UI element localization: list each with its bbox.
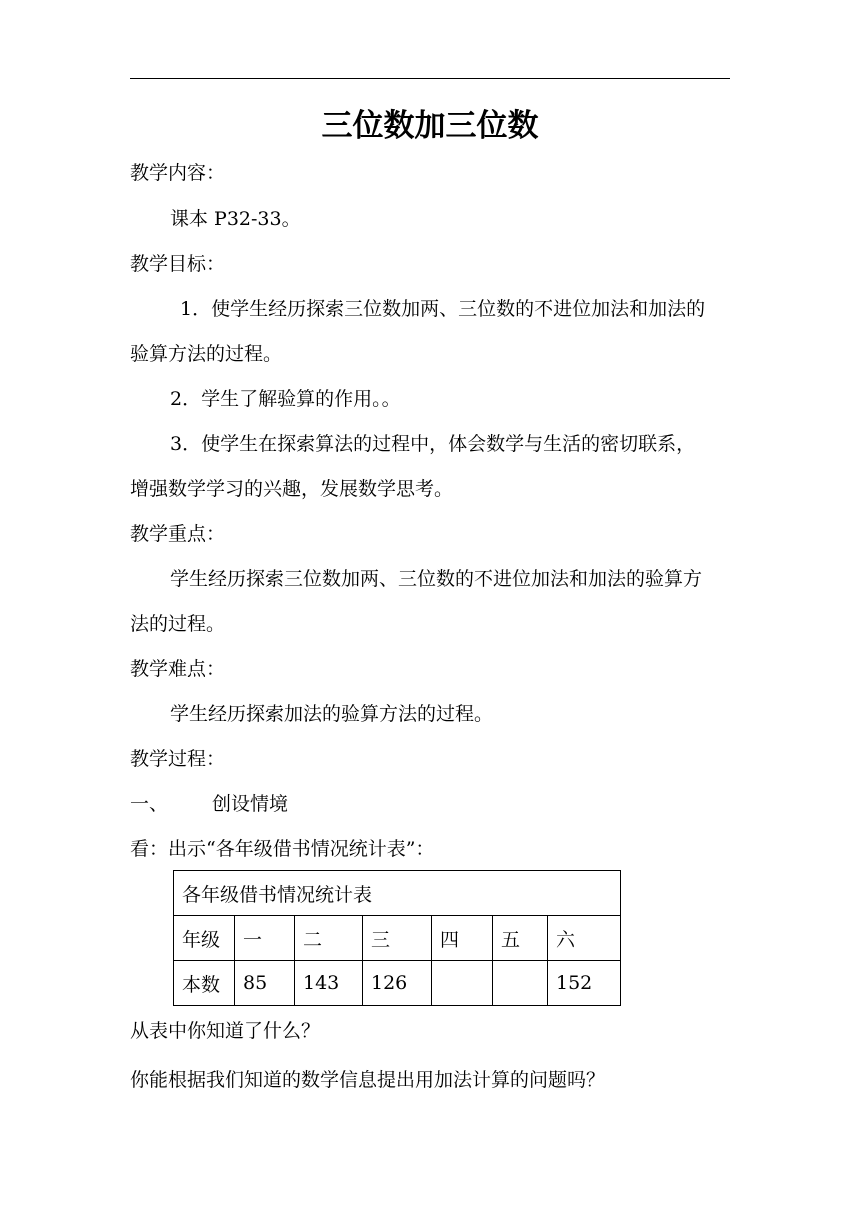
table-intro: 看：出示“各年级借书情况统计表”： bbox=[130, 838, 435, 860]
header-rule bbox=[130, 78, 730, 79]
grade-cell: 三 bbox=[363, 916, 432, 961]
goal-3-line-1: 3．使学生在探索算法的过程中，体会数学与生活的密切联系， bbox=[170, 433, 696, 455]
table-header-row bbox=[174, 916, 621, 961]
question-1: 从表中你知道了什么？ bbox=[130, 1020, 321, 1042]
borrowing-stats-table bbox=[173, 870, 621, 1006]
grade-header-cell: 年级 bbox=[174, 916, 235, 961]
grade-cell: 一 bbox=[235, 916, 295, 961]
key-points-line-1: 学生经历探索三位数加两、三位数的不进位加法和加法的验算方 bbox=[170, 568, 703, 590]
label-teaching-process: 教学过程： bbox=[130, 748, 226, 770]
count-cell: 126 bbox=[363, 961, 432, 1006]
count-cell bbox=[493, 961, 548, 1006]
key-points-line-2: 法的过程。 bbox=[130, 613, 226, 635]
grade-cell: 五 bbox=[493, 916, 548, 961]
count-cell bbox=[432, 961, 493, 1006]
section-title: 创设情境 bbox=[212, 793, 289, 815]
table-caption-row bbox=[174, 871, 621, 916]
question-2: 你能根据我们知道的数学信息提出用加法计算的问题吗？ bbox=[130, 1069, 606, 1091]
count-cell: 143 bbox=[295, 961, 363, 1006]
goal-3-line-2: 增强数学学习的兴趣，发展数学思考。 bbox=[130, 478, 454, 500]
label-difficulties: 教学难点： bbox=[130, 658, 226, 680]
section-number: 一、 bbox=[130, 793, 169, 815]
goal-2: 2．学生了解验算的作用。。 bbox=[170, 388, 401, 410]
count-header-cell: 本数 bbox=[174, 961, 235, 1006]
difficulties-text: 学生经历探索加法的验算方法的过程。 bbox=[170, 703, 494, 725]
label-key-points: 教学重点： bbox=[130, 523, 226, 545]
table-caption: 各年级借书情况统计表 bbox=[174, 871, 621, 916]
count-cell: 85 bbox=[235, 961, 295, 1006]
grade-cell: 二 bbox=[295, 916, 363, 961]
goal-1-line-2: 验算方法的过程。 bbox=[130, 343, 283, 365]
grade-cell: 六 bbox=[548, 916, 621, 961]
count-cell: 152 bbox=[548, 961, 621, 1006]
label-teaching-goals: 教学目标： bbox=[130, 253, 226, 275]
table-data-row bbox=[174, 961, 621, 1006]
document-title: 三位数加三位数 bbox=[321, 108, 539, 144]
section-heading bbox=[130, 791, 730, 817]
label-teaching-content: 教学内容： bbox=[130, 162, 226, 184]
textbook-pages: 课本 P32-33。 bbox=[170, 208, 301, 230]
goal-1-line-1: 1．使学生经历探索三位数加两、三位数的不进位加法和加法的 bbox=[180, 298, 706, 320]
grade-cell: 四 bbox=[432, 916, 493, 961]
